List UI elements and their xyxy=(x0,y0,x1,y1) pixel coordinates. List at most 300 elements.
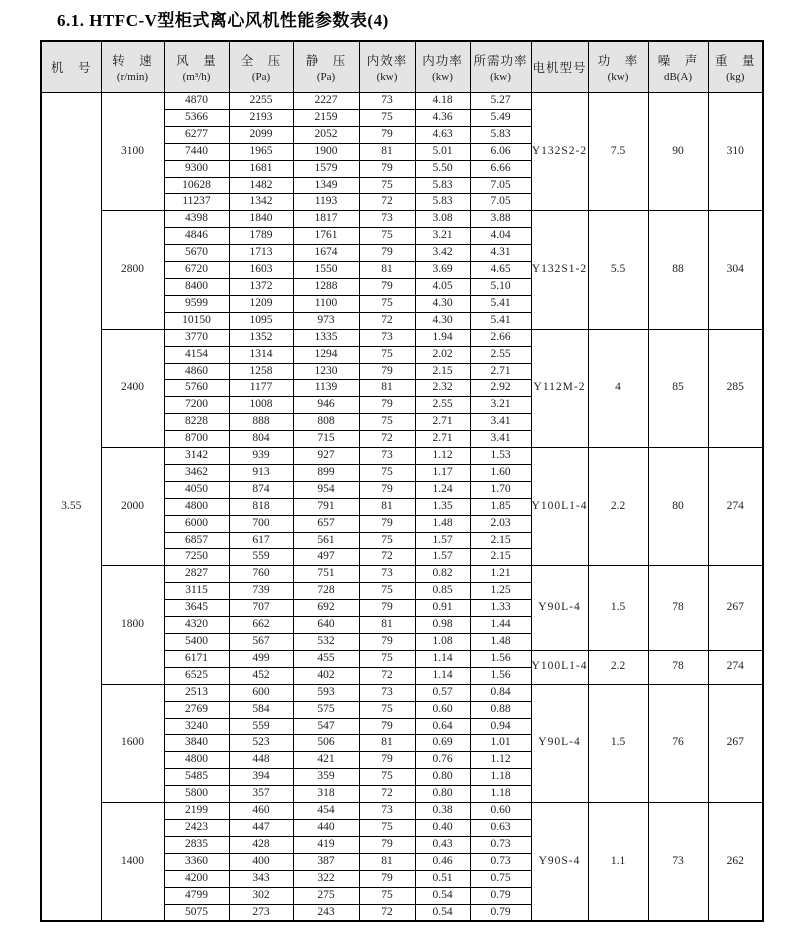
col-unit: (kg) xyxy=(726,71,745,83)
col-header-speed xyxy=(101,41,164,93)
col-unit: (kw) xyxy=(376,71,398,83)
cell-static-pressure: 275 xyxy=(293,887,359,904)
cell-internal-power: 2.15 xyxy=(415,363,470,380)
cell-efficiency: 79 xyxy=(359,126,415,143)
cell-efficiency: 73 xyxy=(359,684,415,701)
col-label: 重 量 xyxy=(714,54,756,68)
cell-total-pressure: 559 xyxy=(229,549,293,566)
header-row xyxy=(41,41,763,93)
col-unit: (Pa) xyxy=(316,71,336,83)
cell-internal-power: 1.14 xyxy=(415,650,470,667)
cell-efficiency: 73 xyxy=(359,448,415,465)
col-header-static-pressure xyxy=(293,41,359,93)
cell-efficiency: 72 xyxy=(359,904,415,921)
cell-airflow: 5485 xyxy=(164,769,229,786)
cell-airflow: 6171 xyxy=(164,650,229,667)
cell-static-pressure: 2052 xyxy=(293,126,359,143)
cell-total-pressure: 1314 xyxy=(229,346,293,363)
cell-internal-power: 0.43 xyxy=(415,836,470,853)
cell-internal-power: 0.64 xyxy=(415,718,470,735)
cell-motor-power: 1.1 xyxy=(588,803,648,922)
col-label: 机 号 xyxy=(50,61,92,75)
col-label: 静 压 xyxy=(305,54,347,68)
cell-total-pressure: 662 xyxy=(229,617,293,634)
cell-motor-model: Y90L-4 xyxy=(531,684,588,802)
cell-total-pressure: 357 xyxy=(229,786,293,803)
cell-internal-power: 3.21 xyxy=(415,228,470,245)
cell-required-power: 0.73 xyxy=(470,836,531,853)
cell-efficiency: 79 xyxy=(359,718,415,735)
cell-efficiency: 72 xyxy=(359,194,415,211)
cell-efficiency: 81 xyxy=(359,617,415,634)
cell-total-pressure: 818 xyxy=(229,498,293,515)
cell-internal-power: 3.69 xyxy=(415,262,470,279)
col-header-machine-no xyxy=(41,41,101,93)
cell-static-pressure: 1139 xyxy=(293,380,359,397)
cell-total-pressure: 707 xyxy=(229,600,293,617)
cell-internal-power: 3.42 xyxy=(415,245,470,262)
cell-static-pressure: 387 xyxy=(293,853,359,870)
cell-efficiency: 72 xyxy=(359,312,415,329)
cell-speed: 2800 xyxy=(101,211,164,329)
cell-static-pressure: 692 xyxy=(293,600,359,617)
cell-static-pressure: 497 xyxy=(293,549,359,566)
cell-internal-power: 1.24 xyxy=(415,481,470,498)
cell-required-power: 1.70 xyxy=(470,481,531,498)
cell-efficiency: 81 xyxy=(359,262,415,279)
cell-required-power: 5.10 xyxy=(470,278,531,295)
cell-efficiency: 75 xyxy=(359,583,415,600)
cell-internal-power: 5.50 xyxy=(415,160,470,177)
cell-efficiency: 79 xyxy=(359,245,415,262)
cell-airflow: 7250 xyxy=(164,549,229,566)
col-unit: (m³/h) xyxy=(182,71,211,83)
cell-efficiency: 72 xyxy=(359,431,415,448)
cell-airflow: 3360 xyxy=(164,853,229,870)
cell-static-pressure: 728 xyxy=(293,583,359,600)
cell-efficiency: 75 xyxy=(359,228,415,245)
cell-required-power: 1.56 xyxy=(470,650,531,667)
cell-internal-power: 2.02 xyxy=(415,346,470,363)
cell-required-power: 5.49 xyxy=(470,109,531,126)
cell-motor-model: Y112M-2 xyxy=(531,329,588,447)
cell-total-pressure: 888 xyxy=(229,414,293,431)
cell-speed: 2400 xyxy=(101,329,164,447)
cell-airflow: 8700 xyxy=(164,431,229,448)
table-row xyxy=(41,448,763,465)
cell-efficiency: 75 xyxy=(359,109,415,126)
cell-airflow: 9599 xyxy=(164,295,229,312)
cell-required-power: 1.85 xyxy=(470,498,531,515)
cell-efficiency: 73 xyxy=(359,93,415,110)
cell-total-pressure: 584 xyxy=(229,701,293,718)
cell-total-pressure: 1258 xyxy=(229,363,293,380)
table-row xyxy=(41,329,763,346)
col-label: 噪 声 xyxy=(657,54,699,68)
cell-efficiency: 73 xyxy=(359,211,415,228)
cell-efficiency: 75 xyxy=(359,414,415,431)
cell-internal-power: 4.30 xyxy=(415,312,470,329)
cell-weight: 267 xyxy=(708,566,763,651)
cell-static-pressure: 1193 xyxy=(293,194,359,211)
cell-required-power: 0.63 xyxy=(470,819,531,836)
cell-required-power: 4.31 xyxy=(470,245,531,262)
cell-efficiency: 75 xyxy=(359,532,415,549)
cell-total-pressure: 1681 xyxy=(229,160,293,177)
cell-total-pressure: 913 xyxy=(229,464,293,481)
cell-static-pressure: 547 xyxy=(293,718,359,735)
cell-total-pressure: 874 xyxy=(229,481,293,498)
cell-static-pressure: 454 xyxy=(293,803,359,820)
cell-static-pressure: 421 xyxy=(293,752,359,769)
cell-motor-power: 4 xyxy=(588,329,648,447)
cell-static-pressure: 359 xyxy=(293,769,359,786)
cell-required-power: 4.65 xyxy=(470,262,531,279)
cell-total-pressure: 1965 xyxy=(229,143,293,160)
cell-weight: 304 xyxy=(708,211,763,329)
cell-efficiency: 72 xyxy=(359,667,415,684)
cell-required-power: 1.44 xyxy=(470,617,531,634)
cell-required-power: 5.27 xyxy=(470,93,531,110)
cell-required-power: 5.41 xyxy=(470,295,531,312)
cell-static-pressure: 808 xyxy=(293,414,359,431)
cell-speed: 2000 xyxy=(101,448,164,566)
cell-required-power: 1.53 xyxy=(470,448,531,465)
cell-efficiency: 75 xyxy=(359,650,415,667)
cell-internal-power: 2.71 xyxy=(415,431,470,448)
cell-motor-power: 7.5 xyxy=(588,93,648,211)
cell-required-power: 0.88 xyxy=(470,701,531,718)
cell-internal-power: 4.63 xyxy=(415,126,470,143)
cell-airflow: 3115 xyxy=(164,583,229,600)
col-header-internal-power xyxy=(415,41,470,93)
cell-static-pressure: 2227 xyxy=(293,93,359,110)
cell-total-pressure: 1177 xyxy=(229,380,293,397)
cell-motor-model: Y132S1-2 xyxy=(531,211,588,329)
cell-efficiency: 72 xyxy=(359,786,415,803)
cell-airflow: 5366 xyxy=(164,109,229,126)
table-row xyxy=(41,211,763,228)
col-header-airflow xyxy=(164,41,229,93)
cell-motor-power: 2.2 xyxy=(588,448,648,566)
cell-static-pressure: 2159 xyxy=(293,109,359,126)
cell-internal-power: 0.98 xyxy=(415,617,470,634)
col-unit: (kw) xyxy=(432,71,453,83)
cell-efficiency: 75 xyxy=(359,701,415,718)
cell-required-power: 5.41 xyxy=(470,312,531,329)
cell-efficiency: 79 xyxy=(359,634,415,651)
cell-internal-power: 0.51 xyxy=(415,870,470,887)
cell-efficiency: 81 xyxy=(359,498,415,515)
cell-total-pressure: 2193 xyxy=(229,109,293,126)
cell-internal-power: 0.38 xyxy=(415,803,470,820)
cell-required-power: 0.79 xyxy=(470,887,531,904)
cell-motor-power: 1.5 xyxy=(588,566,648,651)
cell-static-pressure: 640 xyxy=(293,617,359,634)
cell-internal-power: 5.83 xyxy=(415,177,470,194)
cell-airflow: 6525 xyxy=(164,667,229,684)
cell-efficiency: 75 xyxy=(359,887,415,904)
cell-internal-power: 3.08 xyxy=(415,211,470,228)
cell-speed: 1400 xyxy=(101,803,164,922)
cell-internal-power: 4.18 xyxy=(415,93,470,110)
cell-internal-power: 1.57 xyxy=(415,549,470,566)
cell-airflow: 2513 xyxy=(164,684,229,701)
cell-noise: 85 xyxy=(648,329,708,447)
cell-airflow: 5760 xyxy=(164,380,229,397)
cell-weight: 267 xyxy=(708,684,763,802)
cell-static-pressure: 506 xyxy=(293,735,359,752)
cell-airflow: 4800 xyxy=(164,752,229,769)
cell-static-pressure: 715 xyxy=(293,431,359,448)
cell-total-pressure: 567 xyxy=(229,634,293,651)
cell-internal-power: 4.30 xyxy=(415,295,470,312)
cell-noise: 80 xyxy=(648,448,708,566)
cell-static-pressure: 1100 xyxy=(293,295,359,312)
cell-noise: 73 xyxy=(648,803,708,922)
cell-airflow: 6277 xyxy=(164,126,229,143)
cell-airflow: 9300 xyxy=(164,160,229,177)
cell-static-pressure: 575 xyxy=(293,701,359,718)
cell-efficiency: 79 xyxy=(359,160,415,177)
table-row xyxy=(41,566,763,583)
table-row xyxy=(41,93,763,110)
cell-efficiency: 72 xyxy=(359,549,415,566)
cell-internal-power: 0.60 xyxy=(415,701,470,718)
col-label: 风 量 xyxy=(176,54,217,68)
cell-airflow: 5400 xyxy=(164,634,229,651)
cell-required-power: 1.18 xyxy=(470,786,531,803)
cell-required-power: 6.06 xyxy=(470,143,531,160)
cell-static-pressure: 243 xyxy=(293,904,359,921)
col-header-efficiency xyxy=(359,41,415,93)
cell-static-pressure: 532 xyxy=(293,634,359,651)
cell-airflow: 7440 xyxy=(164,143,229,160)
cell-total-pressure: 760 xyxy=(229,566,293,583)
cell-weight: 262 xyxy=(708,803,763,922)
cell-total-pressure: 452 xyxy=(229,667,293,684)
cell-internal-power: 0.54 xyxy=(415,904,470,921)
cell-internal-power: 4.05 xyxy=(415,278,470,295)
cell-internal-power: 1.12 xyxy=(415,448,470,465)
cell-noise: 76 xyxy=(648,684,708,802)
cell-required-power: 3.21 xyxy=(470,397,531,414)
cell-total-pressure: 1342 xyxy=(229,194,293,211)
cell-internal-power: 2.71 xyxy=(415,414,470,431)
cell-internal-power: 1.94 xyxy=(415,329,470,346)
cell-total-pressure: 600 xyxy=(229,684,293,701)
cell-efficiency: 79 xyxy=(359,397,415,414)
cell-total-pressure: 1482 xyxy=(229,177,293,194)
col-header-weight xyxy=(708,41,763,93)
cell-total-pressure: 559 xyxy=(229,718,293,735)
col-header-motor-model xyxy=(531,41,588,93)
cell-required-power: 1.60 xyxy=(470,464,531,481)
cell-internal-power: 1.17 xyxy=(415,464,470,481)
cell-static-pressure: 318 xyxy=(293,786,359,803)
cell-required-power: 7.05 xyxy=(470,177,531,194)
cell-efficiency: 73 xyxy=(359,566,415,583)
cell-airflow: 4200 xyxy=(164,870,229,887)
cell-required-power: 1.25 xyxy=(470,583,531,600)
cell-airflow: 6857 xyxy=(164,532,229,549)
cell-static-pressure: 1900 xyxy=(293,143,359,160)
cell-total-pressure: 1372 xyxy=(229,278,293,295)
cell-required-power: 1.21 xyxy=(470,566,531,583)
cell-required-power: 0.60 xyxy=(470,803,531,820)
cell-internal-power: 0.69 xyxy=(415,735,470,752)
cell-total-pressure: 273 xyxy=(229,904,293,921)
cell-airflow: 10628 xyxy=(164,177,229,194)
cell-airflow: 8400 xyxy=(164,278,229,295)
cell-airflow: 5800 xyxy=(164,786,229,803)
cell-airflow: 5075 xyxy=(164,904,229,921)
cell-internal-power: 1.14 xyxy=(415,667,470,684)
cell-total-pressure: 804 xyxy=(229,431,293,448)
page-title: 6.1. HTFC-V型柜式离心风机性能参数表(4) xyxy=(57,11,389,30)
cell-static-pressure: 1335 xyxy=(293,329,359,346)
cell-required-power: 2.71 xyxy=(470,363,531,380)
cell-static-pressure: 402 xyxy=(293,667,359,684)
cell-airflow: 3462 xyxy=(164,464,229,481)
cell-total-pressure: 428 xyxy=(229,836,293,853)
cell-efficiency: 79 xyxy=(359,278,415,295)
table-body xyxy=(41,93,763,922)
cell-motor-model: Y100L1-4 xyxy=(531,650,588,684)
cell-efficiency: 79 xyxy=(359,600,415,617)
cell-motor-model: Y132S2-2 xyxy=(531,93,588,211)
cell-total-pressure: 448 xyxy=(229,752,293,769)
cell-total-pressure: 939 xyxy=(229,448,293,465)
cell-airflow: 7200 xyxy=(164,397,229,414)
cell-total-pressure: 447 xyxy=(229,819,293,836)
cell-static-pressure: 973 xyxy=(293,312,359,329)
cell-internal-power: 5.01 xyxy=(415,143,470,160)
cell-noise: 90 xyxy=(648,93,708,211)
cell-internal-power: 0.46 xyxy=(415,853,470,870)
col-label: 全 压 xyxy=(240,54,282,68)
cell-internal-power: 0.40 xyxy=(415,819,470,836)
cell-internal-power: 1.48 xyxy=(415,515,470,532)
cell-required-power: 4.04 xyxy=(470,228,531,245)
cell-static-pressure: 440 xyxy=(293,819,359,836)
cell-internal-power: 0.82 xyxy=(415,566,470,583)
col-label: 电机型号 xyxy=(532,61,587,75)
cell-efficiency: 79 xyxy=(359,363,415,380)
cell-required-power: 2.15 xyxy=(470,549,531,566)
table-row xyxy=(41,803,763,820)
cell-airflow: 4398 xyxy=(164,211,229,228)
cell-total-pressure: 700 xyxy=(229,515,293,532)
cell-required-power: 1.48 xyxy=(470,634,531,651)
cell-efficiency: 81 xyxy=(359,380,415,397)
cell-efficiency: 75 xyxy=(359,177,415,194)
col-unit: dB(A) xyxy=(663,71,693,83)
cell-required-power: 1.18 xyxy=(470,769,531,786)
cell-required-power: 1.56 xyxy=(470,667,531,684)
cell-internal-power: 2.55 xyxy=(415,397,470,414)
cell-static-pressure: 1294 xyxy=(293,346,359,363)
cell-airflow: 3645 xyxy=(164,600,229,617)
cell-required-power: 3.41 xyxy=(470,431,531,448)
cell-total-pressure: 2255 xyxy=(229,93,293,110)
cell-efficiency: 75 xyxy=(359,295,415,312)
cell-static-pressure: 657 xyxy=(293,515,359,532)
col-header-required-power xyxy=(470,41,531,93)
cell-airflow: 4154 xyxy=(164,346,229,363)
cell-total-pressure: 1603 xyxy=(229,262,293,279)
col-label: 内效率 xyxy=(366,54,408,68)
cell-required-power: 1.12 xyxy=(470,752,531,769)
cell-total-pressure: 302 xyxy=(229,887,293,904)
cell-static-pressure: 791 xyxy=(293,498,359,515)
cell-internal-power: 1.08 xyxy=(415,634,470,651)
cell-total-pressure: 2099 xyxy=(229,126,293,143)
cell-efficiency: 79 xyxy=(359,752,415,769)
cell-airflow: 3142 xyxy=(164,448,229,465)
cell-weight: 310 xyxy=(708,93,763,211)
cell-required-power: 1.01 xyxy=(470,735,531,752)
cell-airflow: 3840 xyxy=(164,735,229,752)
cell-airflow: 4320 xyxy=(164,617,229,634)
cell-required-power: 2.66 xyxy=(470,329,531,346)
cell-total-pressure: 400 xyxy=(229,853,293,870)
cell-motor-power: 5.5 xyxy=(588,211,648,329)
cell-required-power: 0.84 xyxy=(470,684,531,701)
cell-efficiency: 75 xyxy=(359,769,415,786)
cell-static-pressure: 1579 xyxy=(293,160,359,177)
cell-airflow: 2827 xyxy=(164,566,229,583)
cell-efficiency: 79 xyxy=(359,481,415,498)
col-header-motor-power xyxy=(588,41,648,93)
cell-airflow: 2423 xyxy=(164,819,229,836)
col-label: 内功率 xyxy=(422,54,463,68)
cell-airflow: 2769 xyxy=(164,701,229,718)
cell-airflow: 4860 xyxy=(164,363,229,380)
cell-required-power: 7.05 xyxy=(470,194,531,211)
cell-weight: 274 xyxy=(708,448,763,566)
col-unit: (Pa) xyxy=(251,71,271,83)
table-header xyxy=(41,41,763,93)
cell-airflow: 8228 xyxy=(164,414,229,431)
cell-internal-power: 0.57 xyxy=(415,684,470,701)
cell-speed: 3100 xyxy=(101,93,164,211)
cell-static-pressure: 899 xyxy=(293,464,359,481)
cell-motor-model: Y90L-4 xyxy=(531,566,588,651)
cell-static-pressure: 419 xyxy=(293,836,359,853)
cell-static-pressure: 455 xyxy=(293,650,359,667)
cell-efficiency: 73 xyxy=(359,329,415,346)
cell-static-pressure: 1288 xyxy=(293,278,359,295)
cell-airflow: 2835 xyxy=(164,836,229,853)
cell-total-pressure: 343 xyxy=(229,870,293,887)
cell-required-power: 0.79 xyxy=(470,904,531,921)
cell-airflow: 4050 xyxy=(164,481,229,498)
cell-airflow: 5670 xyxy=(164,245,229,262)
cell-internal-power: 0.80 xyxy=(415,786,470,803)
cell-efficiency: 81 xyxy=(359,853,415,870)
cell-internal-power: 2.32 xyxy=(415,380,470,397)
cell-internal-power: 0.91 xyxy=(415,600,470,617)
cell-airflow: 4870 xyxy=(164,93,229,110)
cell-internal-power: 5.83 xyxy=(415,194,470,211)
cell-internal-power: 1.35 xyxy=(415,498,470,515)
col-unit: (kw) xyxy=(490,71,511,83)
cell-airflow: 6000 xyxy=(164,515,229,532)
cell-weight: 285 xyxy=(708,329,763,447)
cell-static-pressure: 322 xyxy=(293,870,359,887)
cell-machine-no: 3.55 xyxy=(41,93,101,922)
